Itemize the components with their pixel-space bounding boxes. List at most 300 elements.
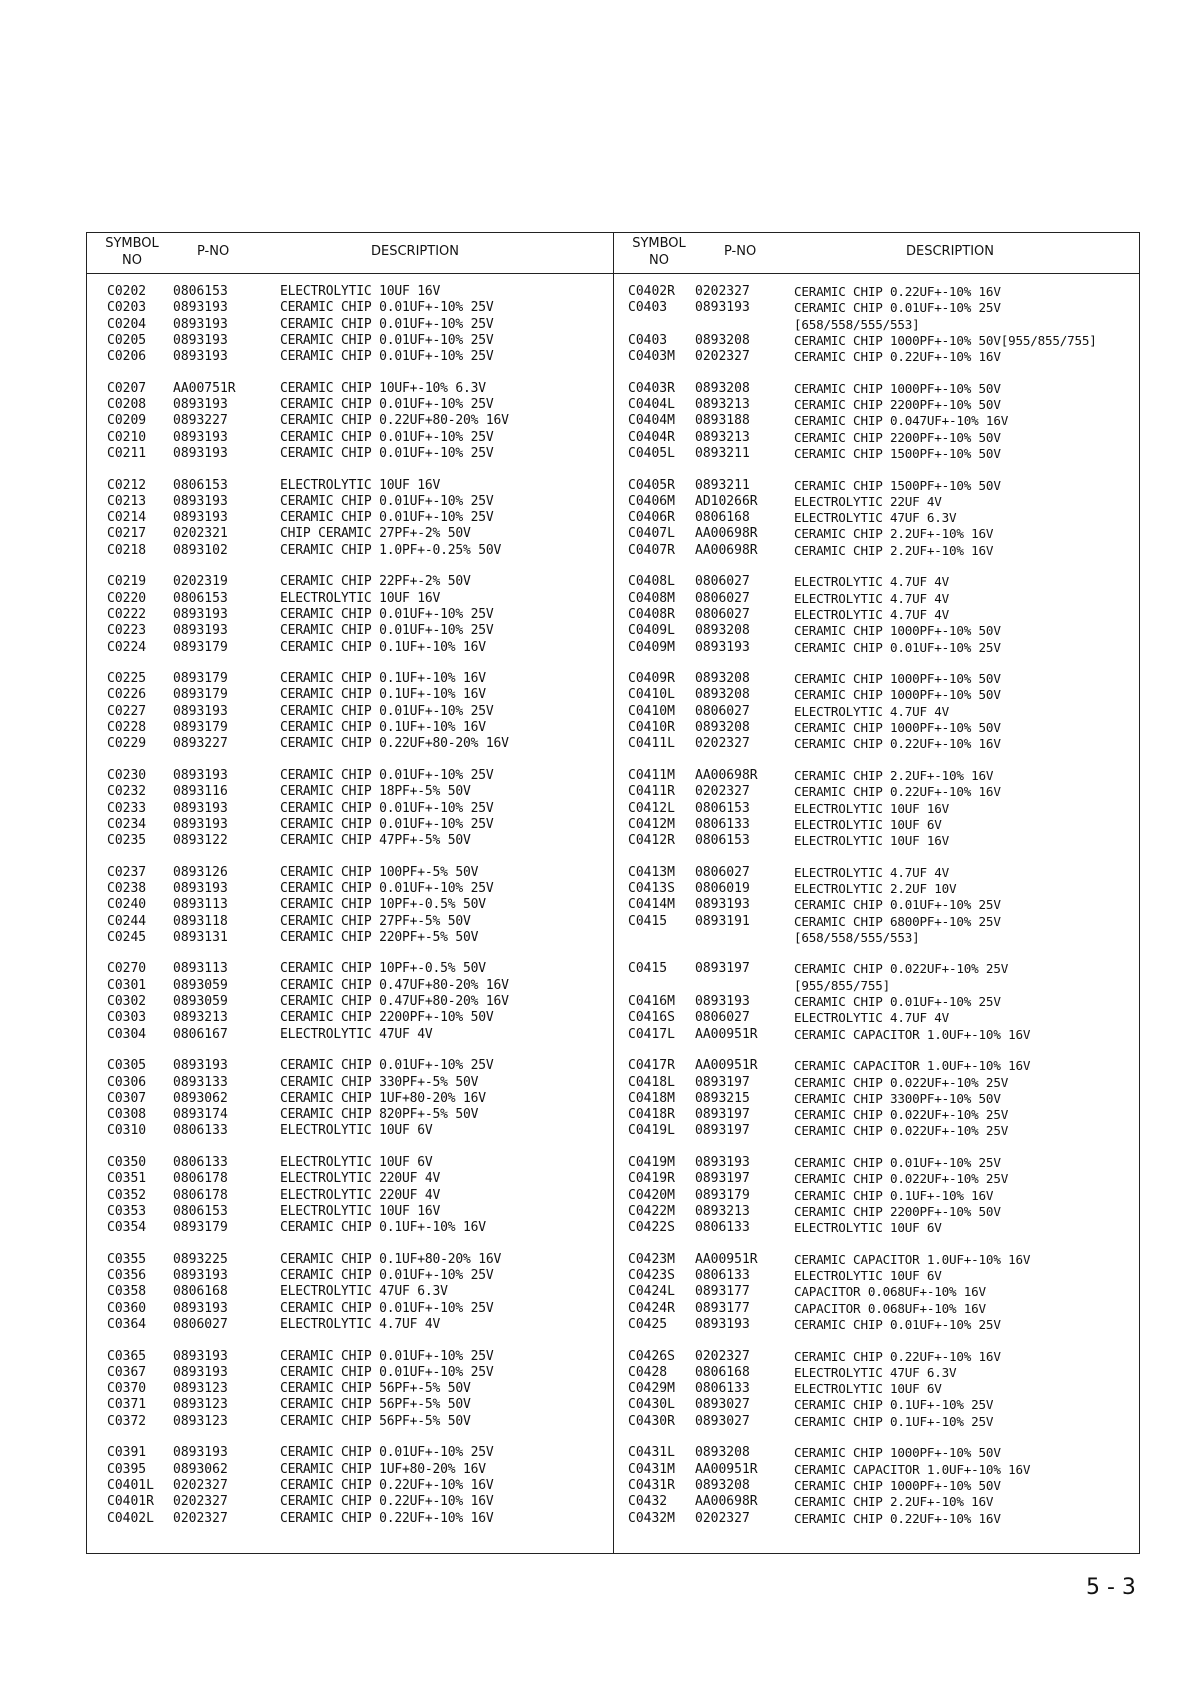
- description-cell: CERAMIC CHIP 0.1UF+-10% 25V: [794, 1397, 994, 1413]
- row-group: [87, 671, 613, 752]
- symbol-cell: C0360: [107, 1300, 147, 1316]
- part-number-cell: 0893122: [173, 833, 228, 849]
- symbol-cell: C0353: [107, 1203, 147, 1219]
- symbol-cell: C0424L: [628, 1284, 675, 1300]
- symbol-cell: C0418L: [628, 1074, 675, 1090]
- table-row: [87, 1349, 613, 1365]
- description-cell: CERAMIC CHIP 0.01UF+-10% 25V: [280, 510, 494, 526]
- table-row: [87, 640, 613, 656]
- description-cell: ELECTROLYTIC 4.7UF 4V: [794, 574, 950, 590]
- row-group: [87, 478, 613, 559]
- description-cell: CERAMIC CHIP 330PF+-5% 50V: [280, 1074, 479, 1090]
- part-number-cell: 0893177: [695, 1284, 750, 1300]
- table-row: [87, 1414, 613, 1430]
- symbol-cell: C0403M: [628, 349, 675, 365]
- part-number-cell: 0893208: [695, 720, 750, 736]
- table-row: [614, 671, 1140, 687]
- table-row: [614, 1075, 1140, 1091]
- description-cell: CERAMIC CHIP 0.1UF+-10% 16V: [794, 1187, 994, 1203]
- description-cell: CERAMIC CHIP 0.01UF+-10% 25V: [794, 639, 1001, 655]
- description-cell: CERAMIC CHIP 2200PF+-10% 50V: [794, 397, 1001, 413]
- table-row: [614, 623, 1140, 639]
- symbol-cell: C0418R: [628, 1107, 675, 1123]
- row-group: [87, 961, 613, 1042]
- symbol-cell: C0403R: [628, 380, 675, 396]
- description-cell: CERAMIC CHIP 0.22UF+80-20% 16V: [280, 736, 509, 752]
- parts-column-right: [614, 233, 1140, 1553]
- part-number-cell: 0806133: [695, 1268, 750, 1284]
- part-number-cell: 0202327: [173, 1510, 228, 1526]
- part-number-cell: 0893213: [173, 1010, 228, 1026]
- part-number-cell: 0893027: [695, 1397, 750, 1413]
- part-number-cell: 0806153: [173, 1203, 228, 1219]
- table-row: [87, 897, 613, 913]
- symbol-cell: C0407R: [628, 542, 675, 558]
- description-cell: ELECTROLYTIC 4.7UF 4V: [794, 1010, 950, 1026]
- table-row: [87, 1075, 613, 1091]
- symbol-cell: C0413M: [628, 864, 675, 880]
- symbol-cell: C0395: [107, 1461, 147, 1477]
- part-number-cell: 0893211: [695, 445, 750, 461]
- table-row: [87, 930, 613, 946]
- symbol-cell: C0407L: [628, 526, 675, 542]
- symbol-cell: C0404R: [628, 429, 675, 445]
- table-row: [614, 1220, 1140, 1236]
- symbol-cell: C0370: [107, 1381, 147, 1397]
- table-row: [614, 1494, 1140, 1510]
- parts-rows-right: [614, 274, 1140, 1527]
- description-cell: CERAMIC CHIP 0.22UF+-10% 16V: [794, 736, 1001, 752]
- symbol-cell: C0233: [107, 800, 147, 816]
- table-row: [87, 1511, 613, 1527]
- description-cell: CERAMIC CHIP 1.0PF+-0.25% 50V: [280, 542, 502, 558]
- header-p-no: P-NO: [197, 244, 230, 259]
- description-cell: ELECTROLYTIC 2.2UF 10V: [794, 880, 957, 896]
- row-group: [87, 1058, 613, 1139]
- symbol-cell: C0354: [107, 1220, 147, 1236]
- part-number-cell: 0202321: [173, 526, 228, 542]
- table-row: [87, 607, 613, 623]
- symbol-cell: C0402R: [628, 284, 675, 299]
- description-cell: CERAMIC CHIP 820PF+-5% 50V: [280, 1107, 479, 1123]
- description-cell: CERAMIC CHIP 1500PF+-10% 50V: [794, 477, 1001, 493]
- symbol-cell: C0206: [107, 349, 147, 365]
- part-number-cell: 0893193: [173, 1348, 228, 1364]
- description-cell: [658/558/555/553]: [794, 929, 920, 945]
- part-number-cell: 0202327: [173, 1477, 228, 1493]
- part-number-cell: 0202319: [173, 574, 228, 590]
- symbol-cell: C0303: [107, 1010, 147, 1026]
- description-cell: CERAMIC CHIP 2200PF+-10% 50V: [794, 429, 1001, 445]
- table-row: [87, 1301, 613, 1317]
- symbol-cell: C0305: [107, 1058, 147, 1074]
- table-row: [614, 1301, 1140, 1317]
- description-cell: CERAMIC CHIP 0.01UF+-10% 25V: [280, 703, 494, 719]
- symbol-cell: C0420M: [628, 1187, 675, 1203]
- symbol-cell: C0412M: [628, 816, 675, 832]
- part-number-cell: 0806019: [695, 880, 750, 896]
- table-row: [87, 1284, 613, 1300]
- part-number-cell: 0893208: [695, 380, 750, 396]
- table-row: [87, 865, 613, 881]
- description-cell: CERAMIC CHIP 0.01UF+-10% 25V: [280, 300, 494, 316]
- description-cell: CERAMIC CHIP 0.22UF+-10% 16V: [794, 349, 1001, 365]
- description-cell: CERAMIC CHIP 0.01UF+-10% 25V: [280, 397, 494, 413]
- part-number-cell: 0893113: [173, 897, 228, 913]
- part-number-cell: 0806178: [173, 1171, 228, 1187]
- symbol-cell: C0408M: [628, 590, 675, 606]
- part-number-cell: 0806027: [695, 864, 750, 880]
- table-row: [614, 833, 1140, 849]
- part-number-cell: 0893118: [173, 913, 228, 929]
- row-group: [87, 1252, 613, 1333]
- part-number-cell: AA00951R: [695, 1251, 758, 1267]
- row-group: [87, 574, 613, 655]
- row-group: [87, 768, 613, 849]
- table-row: [614, 1365, 1140, 1381]
- symbol-cell: C0238: [107, 880, 147, 896]
- description-cell: CERAMIC CAPACITOR 1.0UF+-10% 16V: [794, 1058, 1031, 1074]
- table-row: [87, 1478, 613, 1494]
- part-number-cell: 0893193: [173, 445, 228, 461]
- description-cell: CERAMIC CHIP 0.01UF+-10% 25V: [280, 349, 494, 365]
- parts-list-table: [86, 232, 1140, 1554]
- symbol-cell: C0232: [107, 784, 147, 800]
- part-number-cell: 0806133: [695, 1381, 750, 1397]
- description-cell: CERAMIC CAPACITOR 1.0UF+-10% 16V: [794, 1461, 1031, 1477]
- symbol-cell: C0204: [107, 316, 147, 332]
- row-group: [614, 1349, 1140, 1430]
- part-number-cell: 0893179: [173, 671, 228, 687]
- part-number-cell: 0893193: [173, 493, 228, 509]
- symbol-cell: C0244: [107, 913, 147, 929]
- table-row: [614, 591, 1140, 607]
- symbol-cell: C0213: [107, 493, 147, 509]
- description-cell: ELECTROLYTIC 10UF 16V: [280, 284, 441, 299]
- part-number-cell: 0893211: [695, 477, 750, 493]
- symbol-cell: C0222: [107, 606, 147, 622]
- symbol-cell: C0408L: [628, 574, 675, 590]
- symbol-cell: C0205: [107, 332, 147, 348]
- part-number-cell: 0893123: [173, 1413, 228, 1429]
- symbol-cell: C0406M: [628, 493, 675, 509]
- description-cell: CERAMIC CHIP 0.01UF+-10% 25V: [794, 300, 1001, 316]
- table-row: [614, 1171, 1140, 1187]
- symbol-cell: C0404M: [628, 413, 675, 429]
- table-row: [87, 817, 613, 833]
- symbol-cell: C0228: [107, 720, 147, 736]
- description-cell: ELECTROLYTIC 10UF 6V: [280, 1123, 433, 1139]
- part-number-cell: 0893197: [695, 1074, 750, 1090]
- symbol-cell: C0403: [628, 300, 668, 316]
- table-row: [614, 914, 1140, 930]
- symbol-cell: C0415: [628, 961, 668, 977]
- part-number-cell: 0893193: [173, 1300, 228, 1316]
- description-cell: ELECTROLYTIC 10UF 16V: [794, 800, 950, 816]
- description-cell: CERAMIC CAPACITOR 1.0UF+-10% 16V: [794, 1251, 1031, 1267]
- description-cell: CERAMIC CHIP 220PF+-5% 50V: [280, 929, 479, 945]
- symbol-cell: C0367: [107, 1364, 147, 1380]
- symbol-cell: C0423M: [628, 1251, 675, 1267]
- symbol-cell: C0220: [107, 590, 147, 606]
- description-cell: CERAMIC CHIP 0.01UF+-10% 25V: [280, 445, 494, 461]
- part-number-cell: 0893208: [695, 332, 750, 348]
- symbol-cell: C0203: [107, 300, 147, 316]
- part-number-cell: 0806133: [173, 1123, 228, 1139]
- description-cell: CAPACITOR 0.068UF+-10% 16V: [794, 1284, 986, 1300]
- symbol-cell: C0401L: [107, 1477, 154, 1493]
- symbol-cell: C0408R: [628, 606, 675, 622]
- description-cell: CERAMIC CHIP 0.1UF+-10% 16V: [280, 639, 486, 655]
- description-cell: CERAMIC CHIP 1UF+80-20% 16V: [280, 1461, 486, 1477]
- table-row: [87, 1494, 613, 1510]
- description-cell: CERAMIC CHIP 0.01UF+-10% 25V: [794, 994, 1001, 1010]
- part-number-cell: 0806027: [695, 606, 750, 622]
- description-cell: CERAMIC CHIP 56PF+-5% 50V: [280, 1413, 471, 1429]
- table-row: [87, 543, 613, 559]
- symbol-cell: C0415: [628, 913, 668, 929]
- symbol-cell: C0207: [107, 380, 147, 396]
- symbol-cell: C0202: [107, 284, 147, 299]
- table-row: [87, 381, 613, 397]
- part-number-cell: 0893193: [173, 880, 228, 896]
- description-cell: CERAMIC CHIP 1500PF+-10% 50V: [794, 445, 1001, 461]
- table-row: [87, 1155, 613, 1171]
- description-cell: CHIP CERAMIC 27PF+-2% 50V: [280, 526, 471, 542]
- description-cell: CERAMIC CHIP 0.22UF+-10% 16V: [794, 1348, 1001, 1364]
- description-cell: CERAMIC CHIP 2.2UF+-10% 16V: [794, 526, 994, 542]
- table-row: [87, 687, 613, 703]
- description-cell: CERAMIC CHIP 1000PF+-10% 50V: [794, 623, 1001, 639]
- description-cell: CERAMIC CHIP 6800PF+-10% 25V: [794, 913, 1001, 929]
- description-cell: CERAMIC CHIP 3300PF+-10% 50V: [794, 1090, 1001, 1106]
- table-row: [87, 1058, 613, 1074]
- description-cell: CERAMIC CHIP 22PF+-2% 50V: [280, 574, 471, 590]
- table-row: [87, 430, 613, 446]
- symbol-cell: C0414M: [628, 897, 675, 913]
- description-cell: CERAMIC CHIP 0.01UF+-10% 25V: [280, 1058, 494, 1074]
- description-cell: CERAMIC CHIP 0.22UF+-10% 16V: [280, 1510, 494, 1526]
- part-number-cell: 0893179: [173, 639, 228, 655]
- description-cell: ELECTROLYTIC 10UF 6V: [280, 1155, 433, 1171]
- description-cell: ELECTROLYTIC 10UF 6V: [794, 1220, 942, 1236]
- symbol-cell: C0429M: [628, 1381, 675, 1397]
- table-row: [614, 704, 1140, 720]
- table-row: [87, 1365, 613, 1381]
- description-cell: CERAMIC CHIP 1000PF+-10% 50V: [794, 720, 1001, 736]
- table-row: [614, 817, 1140, 833]
- description-cell: CERAMIC CHIP 0.01UF+-10% 25V: [280, 1445, 494, 1461]
- description-cell: CERAMIC CHIP 56PF+-5% 50V: [280, 1397, 471, 1413]
- part-number-cell: 0202327: [695, 1510, 750, 1526]
- symbol-cell: C0371: [107, 1397, 147, 1413]
- table-row: [87, 623, 613, 639]
- table-row: [614, 1511, 1140, 1527]
- description-cell: CERAMIC CHIP 0.01UF+-10% 25V: [280, 1348, 494, 1364]
- table-row: [614, 478, 1140, 494]
- description-cell: CERAMIC CHIP 0.01UF+-10% 25V: [280, 316, 494, 332]
- part-number-cell: 0893131: [173, 929, 228, 945]
- description-cell: ELECTROLYTIC 10UF 16V: [280, 590, 441, 606]
- symbol-cell: C0391: [107, 1445, 147, 1461]
- symbol-cell: C0352: [107, 1187, 147, 1203]
- table-row: [614, 1027, 1140, 1043]
- part-number-cell: 0806153: [173, 477, 228, 493]
- symbol-cell: C0356: [107, 1268, 147, 1284]
- description-cell: [658/558/555/553]: [794, 316, 920, 332]
- table-row: [614, 930, 1140, 946]
- part-number-cell: 0893027: [695, 1413, 750, 1429]
- header-symbol-no: SYMBOL NO: [632, 236, 686, 268]
- header-description: DESCRIPTION: [906, 244, 994, 259]
- symbol-cell: C0412L: [628, 800, 675, 816]
- description-cell: CERAMIC CHIP 0.01UF+-10% 25V: [280, 816, 494, 832]
- part-number-cell: AA00951R: [695, 1026, 758, 1042]
- description-cell: CERAMIC CHIP 0.1UF+-10% 25V: [794, 1413, 994, 1429]
- symbol-cell: C0226: [107, 687, 147, 703]
- part-number-cell: 0893208: [695, 687, 750, 703]
- part-number-cell: 0893193: [173, 1364, 228, 1380]
- description-cell: ELECTROLYTIC 22UF 4V: [794, 493, 942, 509]
- part-number-cell: 0893213: [695, 397, 750, 413]
- part-number-cell: 0893193: [173, 397, 228, 413]
- description-cell: CERAMIC CHIP 0.01UF+-10% 25V: [280, 800, 494, 816]
- row-group: [614, 284, 1140, 365]
- symbol-cell: C0430L: [628, 1397, 675, 1413]
- description-cell: ELECTROLYTIC 220UF 4V: [280, 1171, 441, 1187]
- description-cell: CERAMIC CHIP 10UF+-10% 6.3V: [280, 380, 486, 396]
- row-group: [614, 574, 1140, 655]
- description-cell: CERAMIC CHIP 0.01UF+-10% 25V: [280, 1364, 494, 1380]
- part-number-cell: 0893193: [173, 332, 228, 348]
- part-number-cell: 0806133: [695, 816, 750, 832]
- description-cell: ELECTROLYTIC 10UF 16V: [280, 477, 441, 493]
- part-number-cell: 0806133: [173, 1155, 228, 1171]
- symbol-cell: C0302: [107, 994, 147, 1010]
- symbol-cell: C0358: [107, 1284, 147, 1300]
- description-cell: CERAMIC CHIP 0.01UF+-10% 25V: [280, 606, 494, 622]
- row-group: [87, 284, 613, 365]
- symbol-cell: C0405L: [628, 445, 675, 461]
- part-number-cell: 0806168: [173, 1284, 228, 1300]
- description-cell: [955/855/755]: [794, 977, 890, 993]
- table-row: [87, 833, 613, 849]
- row-group: [614, 1155, 1140, 1236]
- table-row: [614, 640, 1140, 656]
- symbol-cell: C0430R: [628, 1413, 675, 1429]
- table-row: [614, 1284, 1140, 1300]
- part-number-cell: 0893193: [695, 994, 750, 1010]
- part-number-cell: 0893227: [173, 736, 228, 752]
- table-row: [614, 1010, 1140, 1026]
- part-number-cell: 0893193: [173, 816, 228, 832]
- table-row: [87, 446, 613, 462]
- description-cell: CERAMIC CHIP 1000PF+-10% 50V: [794, 671, 1001, 687]
- symbol-cell: C0428: [628, 1364, 668, 1380]
- description-cell: ELECTROLYTIC 4.7UF 4V: [794, 864, 950, 880]
- table-row: [614, 1349, 1140, 1365]
- description-cell: CERAMIC CHIP 0.22UF+-10% 16V: [794, 1510, 1001, 1526]
- table-row: [614, 881, 1140, 897]
- symbol-cell: C0351: [107, 1171, 147, 1187]
- symbol-cell: C0364: [107, 1317, 147, 1332]
- row-group: [614, 671, 1140, 752]
- table-row: [614, 1091, 1140, 1107]
- description-cell: CERAMIC CHIP 0.1UF+-10% 16V: [280, 720, 486, 736]
- row-group: [614, 1445, 1140, 1526]
- part-number-cell: 0202327: [695, 284, 750, 299]
- symbol-cell: C0424R: [628, 1300, 675, 1316]
- table-row: [614, 397, 1140, 413]
- part-number-cell: 0806178: [173, 1187, 228, 1203]
- part-number-cell: 0893059: [173, 994, 228, 1010]
- table-row: [87, 1445, 613, 1461]
- table-row: [87, 1220, 613, 1236]
- table-row: [87, 704, 613, 720]
- symbol-cell: C0404L: [628, 397, 675, 413]
- description-cell: CERAMIC CHIP 0.01UF+-10% 25V: [280, 1268, 494, 1284]
- table-row: [87, 413, 613, 429]
- symbol-cell: C0234: [107, 816, 147, 832]
- part-number-cell: 0893193: [173, 510, 228, 526]
- part-number-cell: 0893191: [695, 913, 750, 929]
- description-cell: CERAMIC CHIP 0.022UF+-10% 25V: [794, 1107, 1009, 1123]
- description-cell: ELECTROLYTIC 10UF 16V: [280, 1203, 441, 1219]
- header-description: DESCRIPTION: [371, 244, 459, 259]
- description-cell: CERAMIC CHIP 0.022UF+-10% 25V: [794, 1074, 1009, 1090]
- description-cell: CERAMIC CHIP 0.01UF+-10% 25V: [280, 1300, 494, 1316]
- table-row: [87, 317, 613, 333]
- description-cell: CERAMIC CHIP 0.022UF+-10% 25V: [794, 1171, 1009, 1187]
- symbol-cell: C0431R: [628, 1477, 675, 1493]
- table-row: [614, 526, 1140, 542]
- table-row: [87, 1027, 613, 1043]
- part-number-cell: 0806027: [695, 1010, 750, 1026]
- symbol-cell: C0419M: [628, 1155, 675, 1171]
- part-number-cell: 0893179: [173, 720, 228, 736]
- table-row: [87, 671, 613, 687]
- symbol-cell: C0304: [107, 1026, 147, 1042]
- table-row: [614, 768, 1140, 784]
- table-row: [87, 736, 613, 752]
- description-cell: CERAMIC CHIP 0.1UF+-10% 16V: [280, 1220, 486, 1236]
- part-number-cell: 0893208: [695, 1477, 750, 1493]
- table-row: [614, 784, 1140, 800]
- table-row: [87, 333, 613, 349]
- symbol-cell: C0403: [628, 332, 668, 348]
- table-row: [87, 494, 613, 510]
- table-row: [614, 1123, 1140, 1139]
- symbol-cell: C0237: [107, 864, 147, 880]
- part-number-cell: 0806027: [695, 574, 750, 590]
- row-group: [87, 1349, 613, 1430]
- description-cell: ELECTROLYTIC 47UF 6.3V: [280, 1284, 448, 1300]
- table-header: [87, 233, 613, 274]
- table-row: [87, 881, 613, 897]
- part-number-cell: 0806167: [173, 1026, 228, 1042]
- table-row: [614, 1381, 1140, 1397]
- symbol-cell: C0410L: [628, 687, 675, 703]
- table-row: [87, 1397, 613, 1413]
- symbol-cell: C0308: [107, 1107, 147, 1123]
- symbol-cell: C0208: [107, 397, 147, 413]
- symbol-cell: C0307: [107, 1090, 147, 1106]
- description-cell: CERAMIC CHIP 0.01UF+-10% 25V: [794, 1317, 1001, 1332]
- table-row: [87, 1317, 613, 1333]
- description-cell: CERAMIC CHIP 2.2UF+-10% 16V: [794, 1494, 994, 1510]
- part-number-cell: 0806168: [695, 510, 750, 526]
- symbol-cell: C0410M: [628, 703, 675, 719]
